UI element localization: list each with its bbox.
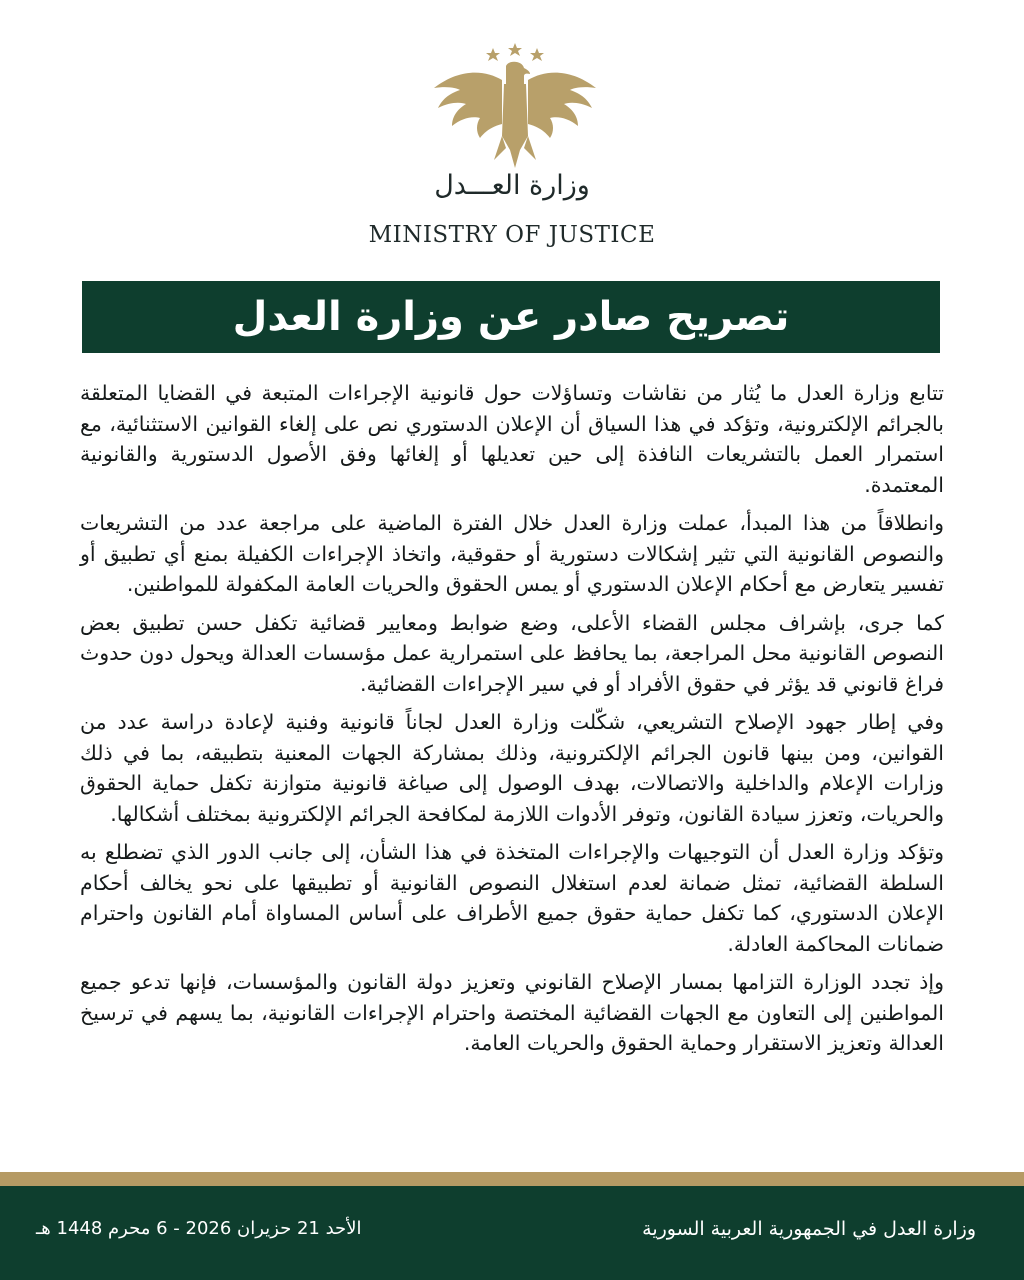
paragraph: وفي إطار جهود الإصلاح التشريعي، شكّلت وزارة العدل لجاناً قانونية وفنية لإعادة دراسة عدد من القوانين، ومن بينها قانون الجرائم الإلكترونية، وذلك بمشاركة الجهات المعنية بتطبيقه، بما في ذلك وزارات الإعلام والداخلية والاتصالات، بهدف الوصول إلى صياغة قانونية متوازنة تكفل حماية الحقوق والحريات، وتعزز سيادة القانون، وتوفر الأدوات اللازمة لمكافحة الجرائم الإلكترونية بمختلف أشكالها. bbox=[80, 710, 944, 826]
statement-title-bar bbox=[82, 281, 940, 353]
paragraph: كما جرى، بإشراف مجلس القضاء الأعلى، وضع ضوابط ومعايير قضائية تكفل حسن تطبيق بعض النصوص القانونية محل المراجعة، بما يحافظ على استمرارية عمل مؤسسات العدالة ويحول دون حدوث فراغ قانوني قد يؤثر في حقوق الأفراد أو في سير الإجراءات القضائية. bbox=[80, 610, 944, 696]
paragraph: وتؤكد وزارة العدل أن التوجيهات والإجراءات المتخذة في هذا الشأن، إلى جانب الدور الذي تضطلع به السلطة القضائية، تمثل ضمانة لعدم استغلال النصوص القانونية أو تطبيقها على نحو يخالف أحكام الإعلان الدستوري، كما تكفل حماية حقوق جميع الأطراف على أساس المساواة أمام القانون واحترام ضمانات المحاكمة العادلة. bbox=[80, 840, 944, 956]
gold-divider bbox=[0, 1172, 1024, 1186]
paragraph: وانطلاقاً من هذا المبدأ، عملت وزارة العدل خلال الفترة الماضية على مراجعة عدد من التشريعات والنصوص القانونية التي تثير إشكالات دستورية أو حقوقية، واتخاذ الإجراءات الكفيلة بمنع أي تطبيق أو تفسير يتعارض مع أحكام الإعلان الدستوري أو يمس الحقوق والحريات العامة المكفولة للمواطنين. bbox=[80, 511, 944, 596]
footer-bar bbox=[0, 1186, 1024, 1280]
ministry-name-english: MINISTRY OF JUSTICE bbox=[368, 222, 656, 248]
letterhead bbox=[0, 0, 1024, 270]
statement-title: تصريح صادر عن وزارة العدل bbox=[232, 294, 790, 340]
statement-body bbox=[80, 378, 944, 1067]
paragraph: وإذ تجدد الوزارة التزامها بمسار الإصلاح القانوني وتعزيز دولة القانون والمؤسسات، فإنها تدعو جميع المواطنين إلى التعاون مع الجهات القضائية المختصة واحترام الإجراءات القانونية، بما يسهم في ترسيخ العدالة وتعزيز الاستقرار وحماية الحقوق والحريات العامة. bbox=[80, 970, 944, 1055]
footer-ministry-name: وزارة العدل في الجمهورية العربية السورية bbox=[642, 1218, 976, 1240]
eagle-emblem-icon bbox=[430, 40, 600, 170]
paragraph: تتابع وزارة العدل ما يُثار من نقاشات وتساؤلات حول قانونية الإجراءات المتبعة في القضايا المتعلقة بالجرائم الإلكترونية، وتؤكد في هذا السياق أن الإعلان الدستوري نص على إلغاء القوانين الاستثنائية، مع استمرار العمل بالتشريعات النافذة إلى حين تعديلها أو إلغائها وفق الأصول الدستورية والقانونية المعتمدة. bbox=[80, 381, 944, 497]
footer-date: الأحد 21 حزيران 2026 - 6 محرم 1448 هـ bbox=[36, 1218, 362, 1239]
ministry-name-arabic: وزارة العـــدل bbox=[434, 170, 590, 201]
